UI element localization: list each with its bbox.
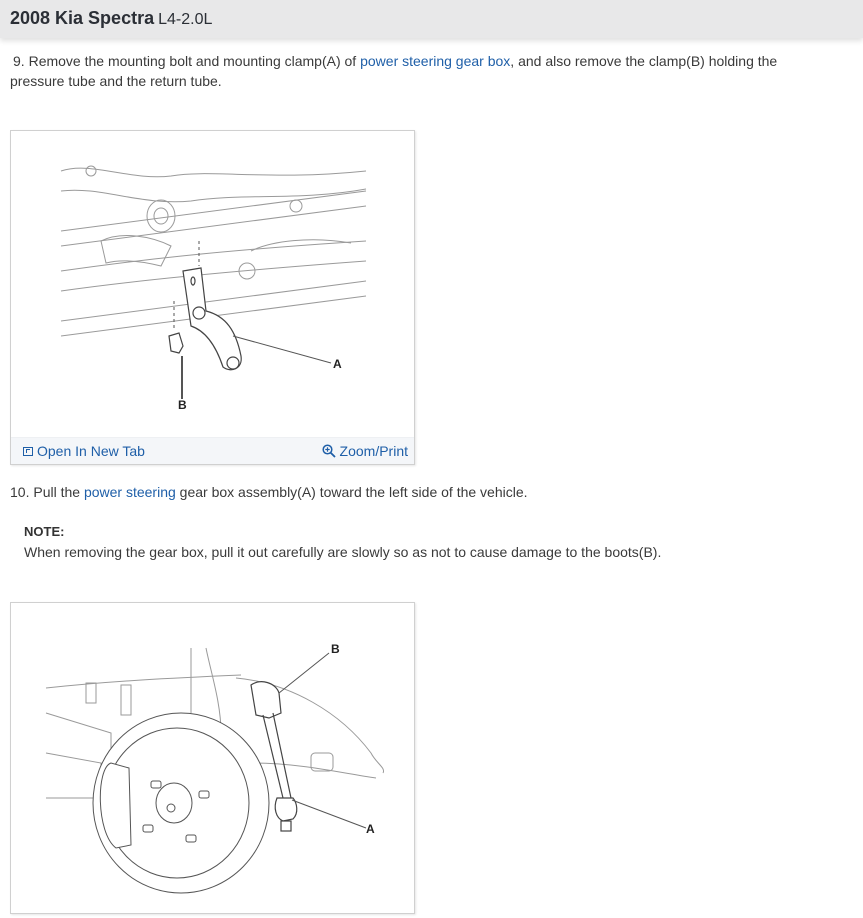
figure-1-toolbar [11, 437, 414, 464]
open-in-new-tab-label: Open In New Tab [37, 443, 145, 459]
page-title [10, 8, 212, 29]
step-9-text [10, 51, 810, 91]
vehicle-title: 2008 Kia Spectra [10, 8, 155, 28]
step-text: Pull the [29, 484, 84, 500]
zoom-print-button[interactable] [322, 443, 408, 459]
step-text: Remove the mounting bolt and mounting clamp(A) of [24, 53, 361, 69]
callout-b: B [331, 642, 340, 656]
page-header [0, 0, 863, 38]
figure-1-image [11, 131, 414, 437]
figure-2-image [11, 603, 414, 913]
open-new-tab-icon [23, 447, 33, 456]
step-text: gear box assembly(A) toward the left side of the vehicle. [175, 484, 528, 500]
gear-box-clamp-diagram [11, 131, 414, 437]
power-steering-link[interactable]: power steering [83, 484, 176, 500]
note-label: NOTE: [24, 524, 65, 539]
figure-1 [10, 130, 415, 465]
callout-a: A [366, 822, 375, 836]
note-text: When removing the gear box, pull it out carefully are slowly so as not to cause damage to the boots(B). [24, 544, 662, 560]
step-10-text [10, 482, 810, 502]
gear-box-assembly-diagram [11, 603, 414, 913]
power-steering-gear-box-link[interactable]: power steering gear box [360, 53, 511, 69]
step-text: , and also remove the clamp(B) holding the pressure tube and the return tube. [10, 53, 778, 89]
step-number: 10. [10, 484, 30, 500]
zoom-print-label: Zoom/Print [339, 443, 408, 459]
callout-b: B [178, 398, 187, 412]
zoom-in-icon [322, 444, 336, 458]
step-number: 9. [13, 53, 25, 69]
engine-label: L4-2.0L [158, 11, 213, 28]
figure-2 [10, 602, 415, 914]
open-in-new-tab-button[interactable] [23, 443, 145, 459]
callout-a: A [333, 357, 342, 371]
